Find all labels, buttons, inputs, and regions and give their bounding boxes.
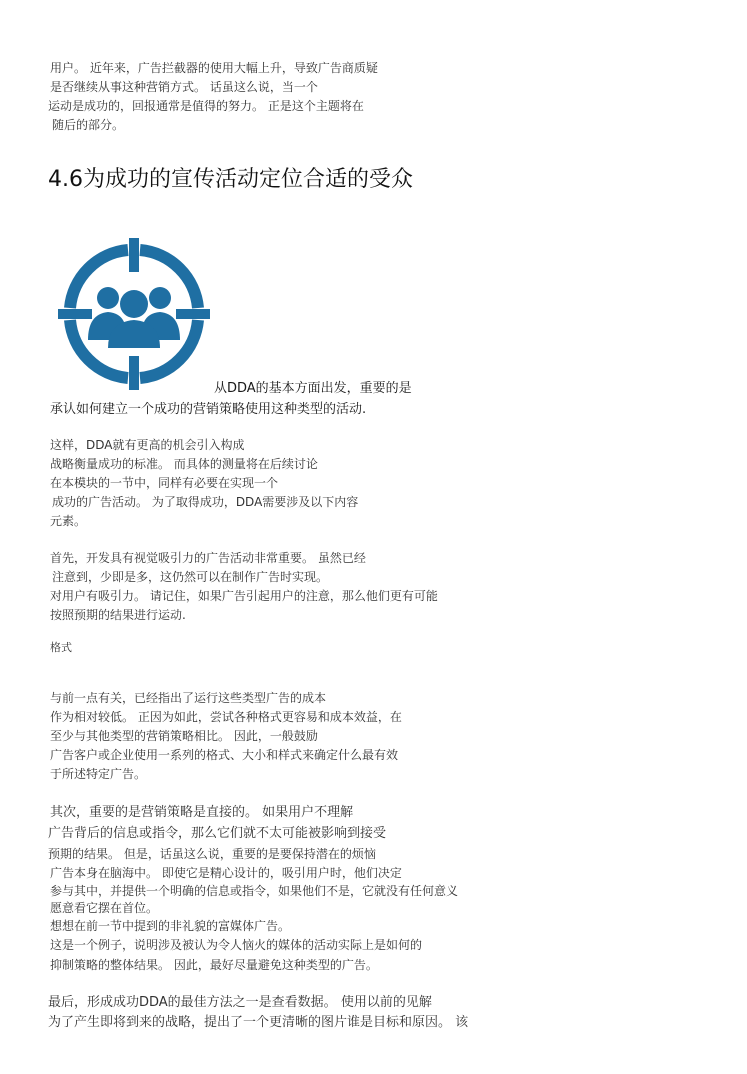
body-line: 广告本身在脑海中。 即使它是精心设计的，吸引用户时，他们决定	[50, 866, 402, 880]
body-line: 广告客户或企业使用一系列的格式、大小和样式来确定什么最有效	[50, 748, 399, 762]
body-line: 参与其中，并提供一个明确的信息或指令，如果他们不是，它就没有任何意义	[50, 884, 459, 898]
body-line: 最后，形成成功DDA的最佳方法之一是查看数据。 使用以前的见解	[48, 995, 432, 1010]
intro-line: 是否继续从事这种营销方式。 话虽这么说，当一个	[50, 80, 318, 94]
body-line: 预期的结果。 但是，话虽这么说，重要的是要保持潜在的烦恼	[48, 847, 376, 861]
body-line: 战略衡量成功的标准。 而具体的测量将在后续讨论	[50, 457, 318, 471]
body-line: 成功的广告活动。 为了取得成功，DDA需要涉及以下内容	[52, 495, 359, 509]
body-line: 这样，DDA就有更高的机会引入构成	[50, 438, 245, 452]
subheading-format: 格式	[50, 641, 72, 654]
intro-line: 运动是成功的，回报通常是值得的努力。 正是这个主题将在	[48, 99, 364, 113]
body-line: 其次，重要的是营销策略是直接的。 如果用户不理解	[50, 805, 354, 820]
body-line: 广告背后的信息或指令，那么它们就不太可能被影响到接受	[48, 826, 387, 841]
intro-line: 用户。 近年来，广告拦截器的使用大幅上升，导致广告商质疑	[50, 61, 378, 75]
body-line: 在本模块的一节中，同样有必要在实现一个	[50, 476, 279, 490]
section-heading: 4.6为成功的宣传活动定位合适的受众	[48, 167, 413, 192]
body-line: 至少与其他类型的营销策略相比。 因此，一般鼓励	[50, 729, 318, 743]
body-line: 愿意看它摆在首位。	[50, 901, 159, 915]
body-line: 元素。	[50, 514, 87, 528]
body-line: 于所述特定广告。	[50, 767, 147, 781]
body-line: 按照预期的结果进行运动.	[50, 608, 186, 622]
body-line: 注意到，少即是多，这仍然可以在制作广告时实现。	[52, 570, 329, 584]
body-line: 作为相对较低。 正因为如此，尝试各种格式更容易和成本效益，在	[50, 710, 402, 724]
body-line: 想想在前一节中提到的非礼貌的富媒体广告。	[50, 919, 291, 933]
body-line: 从DDA的基本方面出发，重要的是	[214, 381, 412, 396]
intro-line: 随后的部分。	[52, 118, 125, 132]
body-line: 承认如何建立一个成功的营销策略使用这种类型的活动.	[50, 402, 367, 417]
body-line: 这是一个例子，说明涉及被认为令人恼火的媒体的活动实际上是如何的	[50, 938, 423, 952]
body-line: 对用户有吸引力。 请记住，如果广告引起用户的注意，那么他们更有可能	[50, 589, 438, 603]
body-line: 为了产生即将到来的战略，提出了一个更清晰的图片谁是目标和原因。 该	[48, 1015, 469, 1030]
body-line: 与前一点有关，已经指出了运行这些类型广告的成本	[50, 691, 327, 705]
body-line: 抑制策略的整体结果。 因此，最好尽量避免这种类型的广告。	[50, 958, 378, 972]
body-line: 首先，开发具有视觉吸引力的广告活动非常重要。 虽然已经	[50, 551, 366, 565]
target-audience-icon	[58, 238, 210, 390]
